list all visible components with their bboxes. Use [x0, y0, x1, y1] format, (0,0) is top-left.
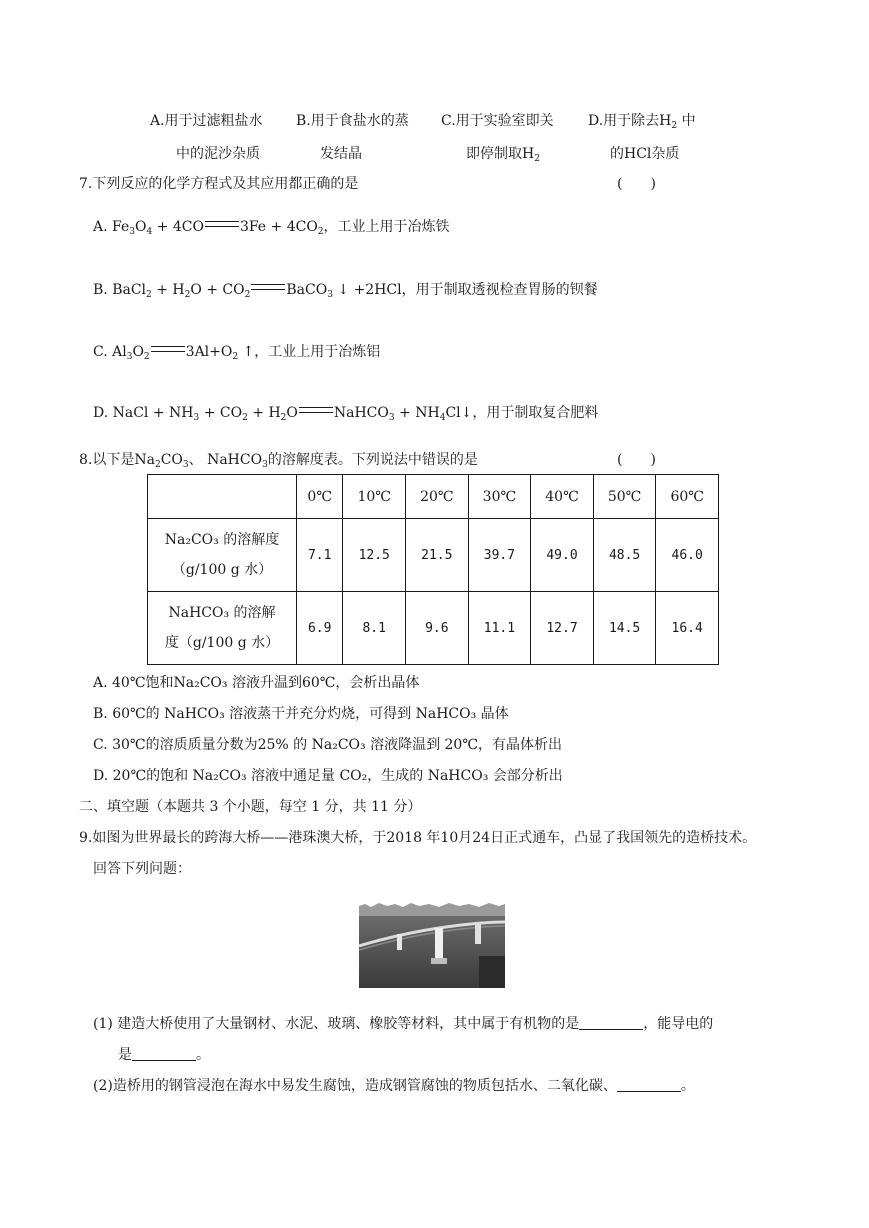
table-cell: 48.5	[593, 519, 656, 592]
q6-d-text: D.用于除去H	[588, 113, 672, 129]
q9-part1-line1	[93, 1013, 713, 1033]
header-50c: 50℃	[593, 475, 656, 519]
answer-blank-corrosion[interactable]	[617, 1077, 681, 1092]
q7-b-app: ，用于制取透视检查胃肠的钡餐	[401, 282, 598, 298]
q6-option-a-line2: 中的泥沙杂质	[176, 146, 260, 162]
q8-stem: 8.以下是$Na_2CO_3$、 NaHCO$_3$的溶解度表。下列说法中错误的是	[79, 452, 478, 470]
table-cell: 14.5	[593, 592, 656, 665]
table-cell: 8.1	[343, 592, 406, 665]
q6-option-a-line1: A.用于过滤粗盐水	[150, 113, 263, 129]
q9-p2-text: (2)造桥用的钢管浸泡在海水中易发生腐蚀，造成钢管腐蚀的物质包括水、二氧化碳、	[93, 1078, 617, 1094]
table-cell: 39.7	[468, 519, 531, 592]
q6-c-text: 即停制取H	[466, 146, 535, 162]
q9-p1-text: (1) 建造大桥使用了大量钢材、水泥、玻璃、橡胶等材料，其中属于有机物的是	[93, 1016, 580, 1032]
table-cell: 46.0	[656, 519, 719, 592]
table-cell: 9.6	[406, 592, 469, 665]
q8-option-b: B. 60℃的 NaHCO₃ 溶液蒸干并充分灼烧，可得到 NaHCO₃ 晶体	[93, 706, 509, 722]
table-row	[148, 592, 719, 665]
q9-stem-line2: 回答下列问题：	[93, 861, 191, 877]
q9-part2	[93, 1075, 695, 1095]
table-cell: 49.0	[531, 519, 594, 592]
row-label-line: Na₂CO₃ 的溶解度	[164, 532, 280, 548]
q9-p1-line2-end: 。	[196, 1047, 210, 1063]
table-cell: 12.7	[531, 592, 594, 665]
q7-option-b: B. BaCl$_2$ + $H_2O + CO_2$ BaCO$_3$ ↓ +2HCl，用于制取透视检查胃肠的钡餐	[93, 282, 598, 300]
q6-d-text-post: 中	[677, 113, 696, 129]
q9-p2-end: 。	[680, 1078, 695, 1094]
q6-option-d-line2: 的HCl杂质	[610, 146, 680, 162]
row-label-nahco3	[148, 592, 297, 665]
q6-option-d-line1	[588, 110, 696, 131]
header-20c: 20℃	[406, 475, 469, 519]
q8-stem-post: 的溶解度表。下列说法中错误的是	[267, 452, 478, 468]
table-cell: 6.9	[297, 592, 343, 665]
q7-a-app: ，工业上用于冶炼铁	[323, 219, 450, 235]
section-heading: 二、填空题（本题共 3 个小题，每空 1 分，共 11 分）	[79, 799, 422, 815]
q9-p1-line2-pre: 是	[118, 1047, 132, 1063]
q7-d-app: ，用于制取复合肥料	[472, 405, 599, 421]
q7-b-label: B. BaCl	[93, 282, 147, 298]
answer-blank-conductor[interactable]	[132, 1046, 196, 1061]
table-corner-cell	[148, 475, 297, 519]
header-10c: 10℃	[343, 475, 406, 519]
q6-option-b-line2: 发结晶	[320, 146, 362, 162]
table-cell: 11.1	[468, 592, 531, 665]
q9-part1-line2	[118, 1044, 210, 1064]
q6-c-sub: 2	[534, 154, 540, 164]
q9-stem-line1: 9.如图为世界最长的跨海大桥——港珠澳大桥，于2018 年10月24日正式通车，凸显了我国领先的造桥技术。	[79, 830, 757, 846]
q6-option-c-line2	[466, 143, 540, 164]
header-40c: 40℃	[531, 475, 594, 519]
q7-option-c: C. $Al_3O_2$ $3Al+O_2$ ↑，工业上用于冶炼铝	[93, 344, 381, 362]
q7-stem: 7.下列反应的化学方程式及其应用都正确的是	[79, 176, 359, 192]
q8-option-a: A. 40℃饱和Na₂CO₃ 溶液升温到60℃，会析出晶体	[93, 675, 420, 691]
q8-option-c: C. 30℃的溶质质量分数为25% 的 Na₂CO₃ 溶液降温到 20℃，有晶体析出	[93, 737, 562, 753]
q9-p1-end: ，能导电的	[643, 1016, 714, 1032]
q6-option-b-line1: B.用于食盐水的蒸	[296, 113, 409, 129]
q6-option-c-line1: C.用于实验室即关	[441, 113, 554, 129]
row-label-na2co3	[148, 519, 297, 592]
q8-option-d: D. 20℃的饱和 Na₂CO₃ 溶液中通足量 CO₂，生成的 NaHCO₃ 会部分析出	[93, 768, 563, 784]
header-30c: 30℃	[468, 475, 531, 519]
q8-stem-mid: 、 NaHCO	[188, 452, 263, 468]
table-header-row	[148, 475, 719, 519]
solubility-table	[147, 474, 719, 665]
q7-option-a: A. $Fe_3O_4 + 4CO$ $3Fe + 4CO_2$，工业上用于冶炼铁	[93, 219, 450, 237]
answer-blank-organic[interactable]	[579, 1015, 643, 1030]
q8-stem-pre: 8.以下是Na	[79, 452, 155, 468]
q7-d-label: D. NaCl	[93, 405, 149, 421]
header-60c: 60℃	[656, 475, 719, 519]
header-0c: 0℃	[297, 475, 343, 519]
table-cell: 7.1	[297, 519, 343, 592]
row-label-line: NaHCO₃ 的溶解	[168, 605, 276, 621]
row-label-line: 度（g/100 g 水）	[164, 635, 280, 651]
q8-answer-paren: ( )	[617, 452, 656, 468]
row-label-line: （g/100 g 水）	[171, 562, 273, 578]
bridge-photo	[359, 894, 505, 988]
q7-option-d: D. NaCl + $NH_3 + CO_2 + H_2O$ NaHCO$_3$ + $NH_4Cl↓$，用于制取复合肥料	[93, 405, 599, 423]
q7-a-label: A. Fe	[93, 219, 130, 235]
table-row	[148, 519, 719, 592]
table-cell: 12.5	[343, 519, 406, 592]
q6-d-sub: 2	[671, 121, 678, 131]
q7-c-label: C. Al	[93, 344, 127, 360]
q7-c-app: ，工业上用于冶炼铝	[254, 344, 381, 360]
table-cell: 21.5	[406, 519, 469, 592]
q7-answer-paren: ( )	[617, 176, 656, 192]
table-cell: 16.4	[656, 592, 719, 665]
bridge-image	[359, 894, 505, 988]
